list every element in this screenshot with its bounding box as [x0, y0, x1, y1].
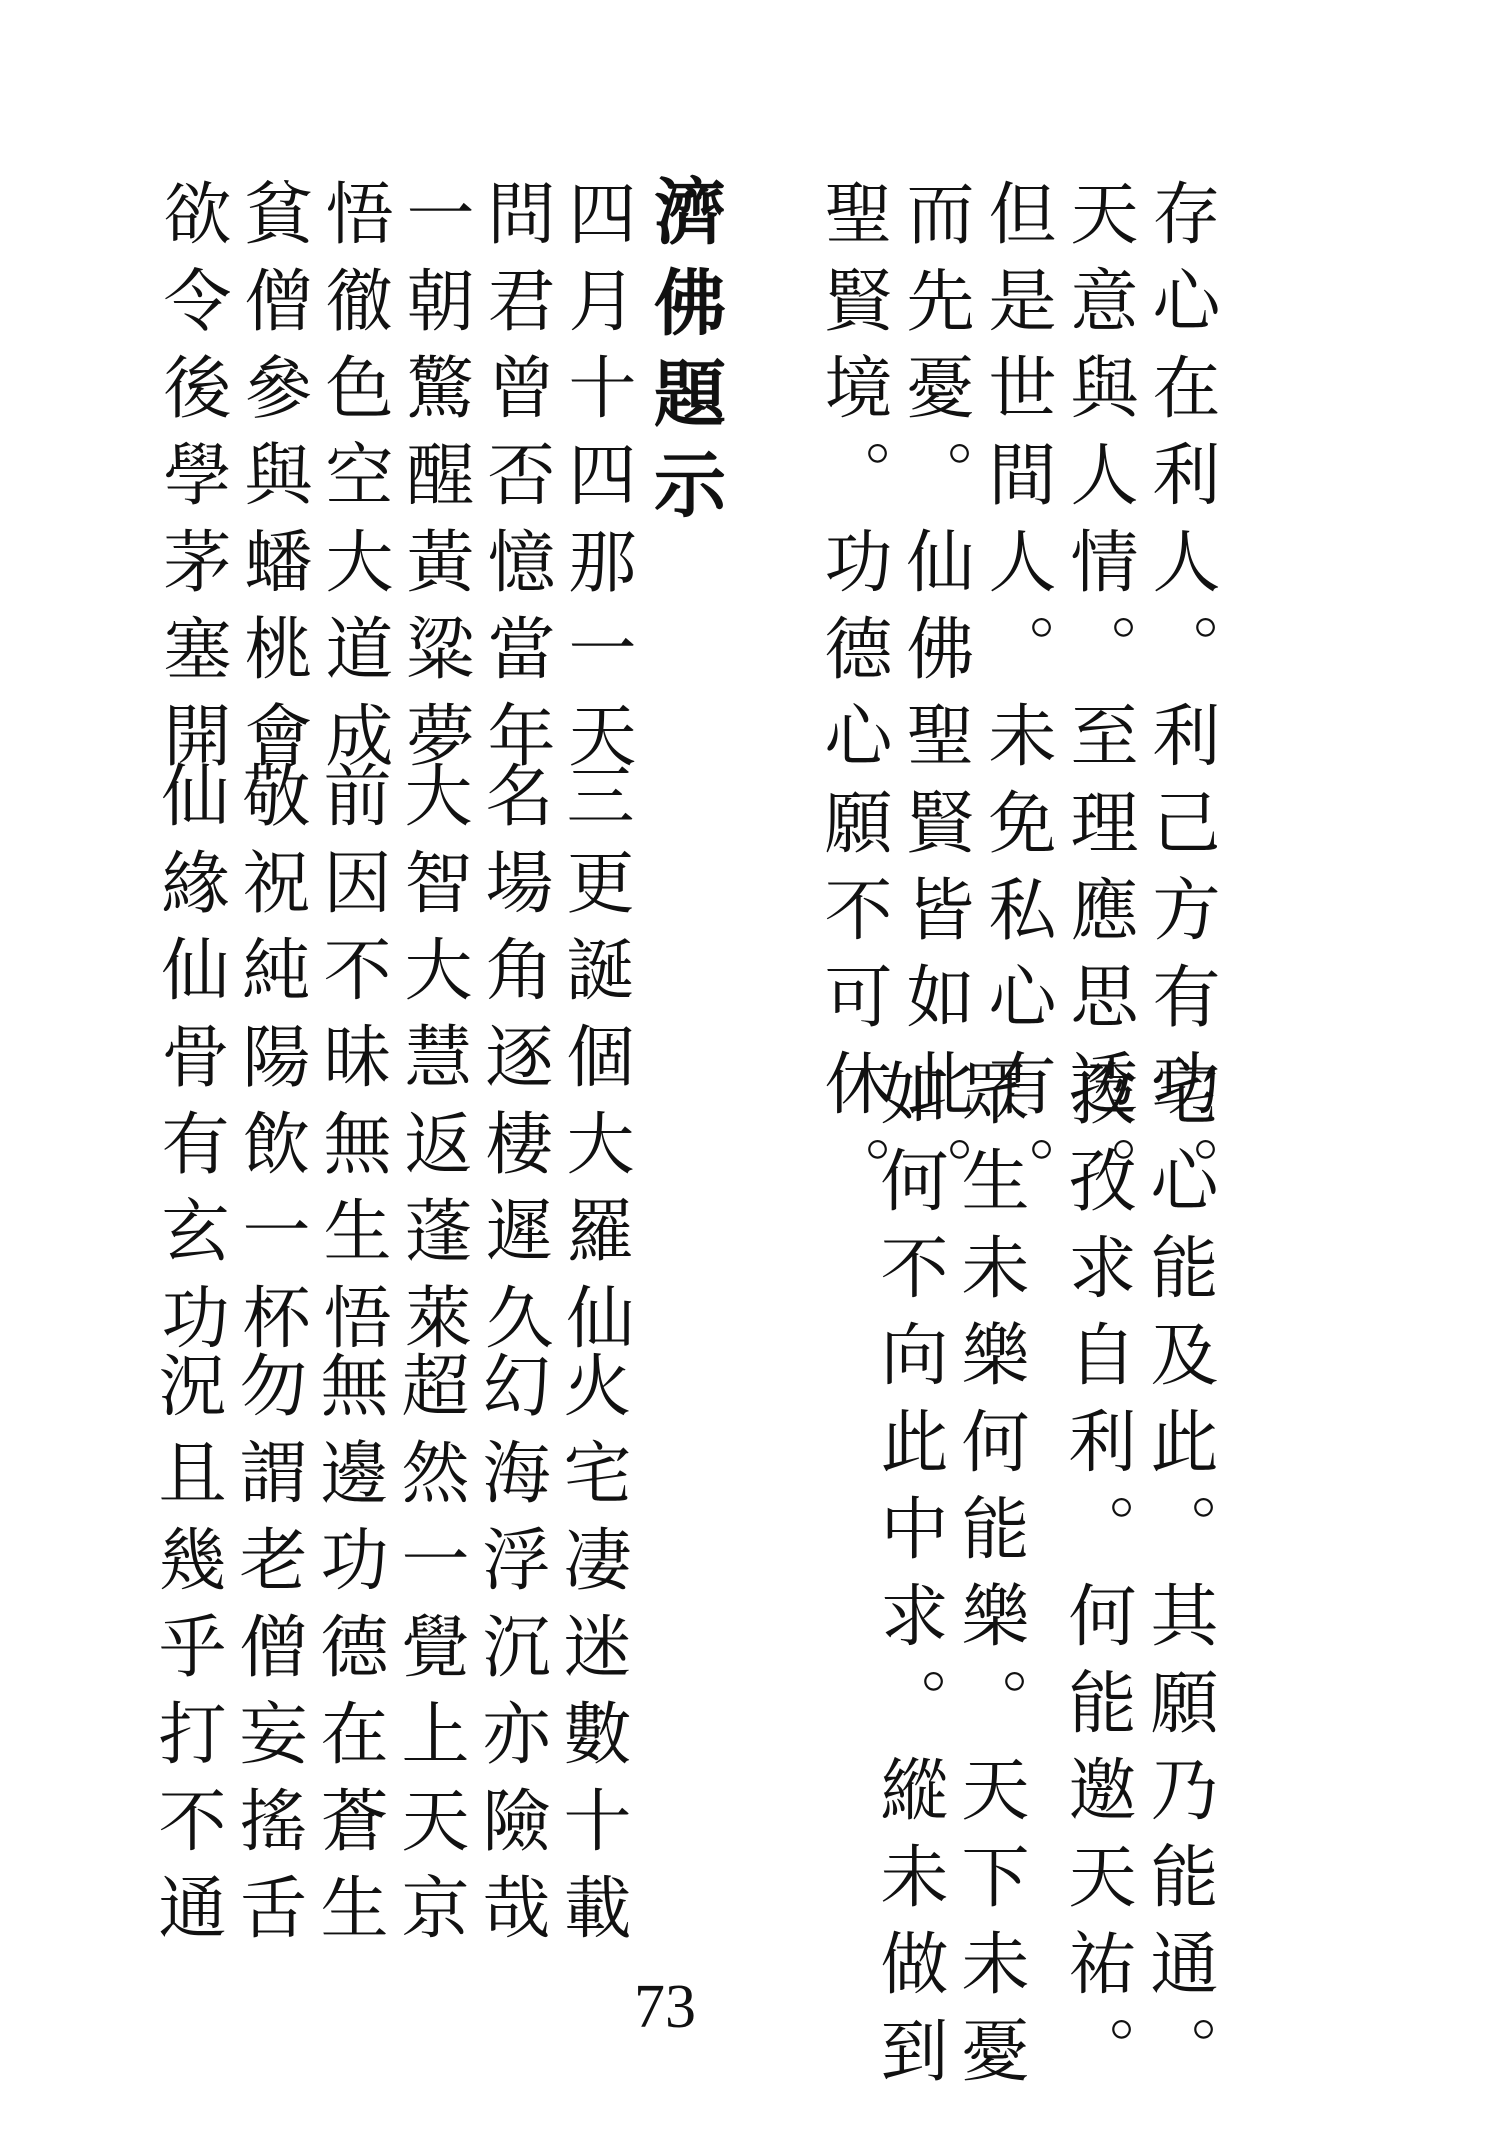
poem-line-1-1: 四月十四那一天 [557, 178, 636, 787]
poem-line-3-2: 幻海浮沉亦險哉 [471, 1350, 550, 1959]
right-column-3: 但是世間人。未免私心有。 [977, 178, 1056, 1222]
right-column-9: 如何不向此中求。縱未做到 [869, 1058, 948, 2102]
right-column-8: 眾生未樂何能樂。天下未憂 [950, 1058, 1029, 2102]
poem-line-1-2: 問君曾否憶當年 [476, 178, 555, 787]
poem-line-3-1: 火宅凄迷數十載 [552, 1350, 631, 1959]
poem-line-1-3: 一朝驚醒黃粱夢 [395, 178, 474, 787]
right-column-7: 孜孜求自利。何能邀天祐。 [1057, 1058, 1136, 2102]
poem-line-1-6: 欲令後學茅塞開 [152, 178, 231, 787]
poem-line-3-4: 無邊功德在蒼生 [309, 1350, 388, 1959]
right-column-1: 存心在利人。利己方有功。 [1141, 178, 1220, 1222]
poem-line-1-4: 悟徹色空大道成 [314, 178, 393, 787]
right-column-4: 而先憂。仙佛聖賢皆如此。 [895, 178, 974, 1222]
poem-line-2-5: 敬祝純陽飲一杯 [231, 760, 310, 1369]
right-column-6: 宅心能及此。其願乃能通。 [1139, 1058, 1218, 2102]
poem-line-2-2: 名場角逐棲遲久 [474, 760, 553, 1369]
poem-line-2-4: 前因不昧無生悟 [312, 760, 391, 1369]
poem-title: 濟佛題示 [642, 174, 727, 538]
right-column-5: 聖賢境。功德心願不可休。 [813, 178, 892, 1222]
poem-line-2-3: 大智大慧返蓬萊 [393, 760, 472, 1369]
poem-line-1-5: 貧僧參與蟠桃會 [233, 178, 312, 787]
poem-line-2-1: 三更誕個大羅仙 [555, 760, 634, 1369]
page-number: 73 [634, 1973, 696, 2041]
poem-line-3-5: 勿謂老僧妄搖舌 [228, 1350, 307, 1959]
poem-line-2-6: 仙緣仙骨有玄功 [150, 760, 229, 1369]
poem-line-3-3: 超然一覺上天京 [390, 1350, 469, 1959]
right-column-2: 天意與人情。至理應思透。 [1059, 178, 1138, 1222]
poem-line-3-6: 況且幾乎打不通 [147, 1350, 226, 1959]
